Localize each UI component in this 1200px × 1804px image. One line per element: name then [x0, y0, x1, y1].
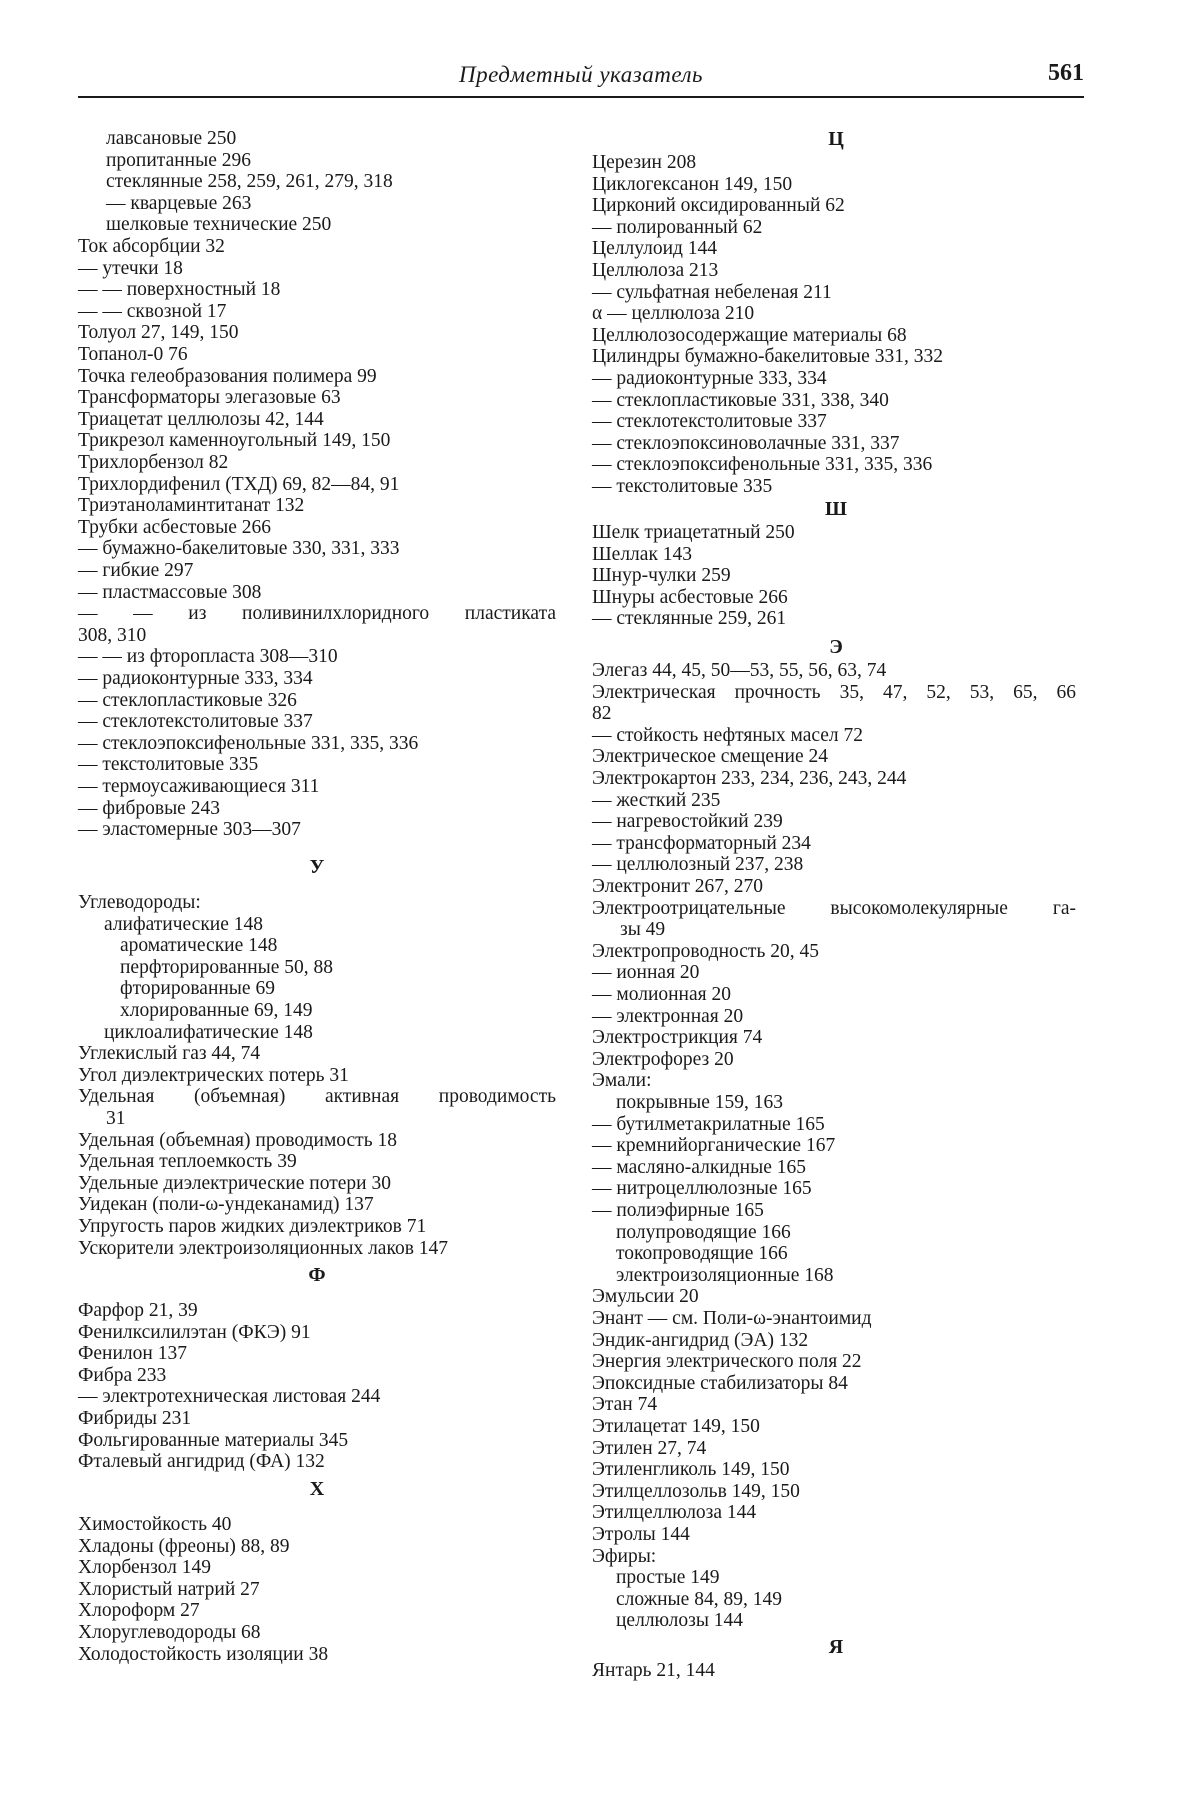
header-title: Предметный указатель [459, 62, 703, 87]
index-entry: — гибкие 297 [78, 560, 194, 581]
index-entry: Трикрезол каменноугольный 149, 150 [78, 430, 391, 452]
index-entry: Элегаз 44, 45, 50—53, 55, 56, 63, 74 [592, 660, 887, 681]
index-entry: Шеллак 143 [592, 543, 693, 565]
section-letter: Я [828, 1636, 844, 1658]
index-entry: — масляно-алкидные 165 [592, 1156, 806, 1178]
index-entry: Ток абсорбции 32 [78, 236, 225, 257]
index-entry: Фибриды 231 [78, 1408, 192, 1429]
index-entry: фторированные 69 [120, 978, 275, 1000]
index-entry: — полиэфирные 165 [592, 1200, 764, 1221]
section-letter: Ц [828, 128, 844, 150]
index-entry: — стеклянные 259, 261 [592, 608, 787, 630]
index-entry: α — целлюлоза 210 [592, 303, 755, 325]
index-entry: Удельная теплоемкость 39 [78, 1151, 297, 1173]
index-entry: Электрокартон 233, 234, 236, 243, 244 [592, 768, 907, 789]
index-entry: — жесткий 235 [592, 789, 721, 811]
index-entry: Электропроводность 20, 45 [592, 940, 819, 962]
index-entry: Этилцеллюлоза 144 [592, 1502, 757, 1524]
index-entry: Топанол-0 76 [78, 344, 188, 365]
index-entry: — текстолитовые 335 [592, 476, 773, 497]
index-entry: Трихлорбензол 82 [78, 452, 229, 473]
index-entry: — радиоконтурные 333, 334 [78, 668, 313, 689]
index-entry: Этролы 144 [592, 1524, 690, 1545]
index-entry: электроизоляционные 168 [616, 1264, 834, 1286]
index-entry: шелковые технические 250 [106, 214, 332, 236]
index-entry: Этилен 27, 74 [592, 1437, 707, 1459]
index-entry: Хладоны (фреоны) 88, 89 [78, 1535, 290, 1557]
index-entry: Фенилон 137 [78, 1343, 187, 1365]
index-entry: Углекислый газ 44, 74 [78, 1043, 261, 1065]
index-entry: Химостойкость 40 [78, 1514, 232, 1535]
index-entry: простые 149 [616, 1567, 720, 1589]
index-entry: Уидекан (поли-ω-ундеканамид) 137 [78, 1194, 374, 1216]
index-entry: — нагревостойкий 239 [592, 811, 783, 833]
index-entry: Янтарь 21, 144 [592, 1660, 715, 1681]
index-entry: Эфиры: [592, 1545, 657, 1567]
index-entry: зы 49 [620, 919, 666, 941]
index-entry: Трансформаторы элегазовые 63 [78, 387, 341, 409]
running-header [78, 56, 1084, 96]
index-entry: стеклянные 258, 259, 261, 279, 318 [106, 171, 393, 193]
index-entry: — стеклопластиковые 326 [78, 689, 297, 711]
index-entry: пропитанные 296 [106, 149, 251, 171]
index-entry: — трансформаторный 234 [592, 832, 811, 854]
index-entry: — стеклоэпоксифенольные 331, 335, 336 [592, 454, 933, 476]
index-entry: Электрострикция 74 [592, 1027, 763, 1049]
header-rule [78, 96, 1084, 98]
index-entry: Фарфор 21, 39 [78, 1300, 198, 1321]
index-entry: циклоалифатические 148 [104, 1021, 313, 1043]
index-entry: Шелк триацетатный 250 [592, 522, 795, 543]
index-entry: Фталевый ангидрид (ФА) 132 [78, 1451, 325, 1473]
index-entry: — стойкость нефтяных масел 72 [592, 724, 864, 746]
index-entry: Упругость паров жидких диэлектриков 71 [78, 1216, 427, 1237]
index-entry: Эндик-ангидрид (ЭА) 132 [592, 1329, 809, 1351]
index-entry: хлорированные 69, 149 [120, 1000, 313, 1021]
index-entry: — — из фторопласта 308—310 [78, 646, 338, 668]
index-entry: — фибровые 243 [78, 797, 220, 819]
index-entry: — нитроцеллюлозные 165 [592, 1178, 812, 1200]
index-entry: покрывные 159, 163 [616, 1092, 784, 1113]
index-entry: — стеклотекстолитовые 337 [592, 411, 827, 433]
section-letter: Ш [825, 498, 847, 520]
section-letter: У [309, 856, 325, 878]
section-letter: Х [309, 1478, 325, 1500]
index-entry: 31 [106, 1108, 126, 1129]
index-entry: целлюлозы 144 [616, 1610, 744, 1632]
index-entry: Точка гелеобразования полимера 99 [78, 365, 377, 387]
index-entry: — стеклотекстолитовые 337 [78, 711, 313, 733]
index-entry: Холодостойкость изоляции 38 [78, 1643, 329, 1665]
index-entry: — — сквозной 17 [78, 300, 227, 322]
index-entry: 308, 310 [78, 624, 147, 646]
index-entry: алифатические 148 [104, 913, 264, 935]
index-entry: перфторированные 50, 88 [120, 956, 334, 978]
index-entry: Эмульсии 20 [592, 1286, 699, 1308]
index-entry: — бумажно-бакелитовые 330, 331, 333 [78, 538, 400, 560]
index-entry: Толуол 27, 149, 150 [78, 322, 239, 344]
index-entry: Удельная (объемная) проводимость 18 [78, 1129, 397, 1151]
index-entry: — стеклоэпоксиноволачные 331, 337 [592, 432, 900, 454]
index-entry: — кварцевые 263 [106, 192, 252, 214]
section-letter: Ф [308, 1264, 326, 1286]
index-entry: ароматические 148 [120, 935, 278, 957]
index-entry: Цилиндры бумажно-бакелитовые 331, 332 [592, 346, 943, 368]
index-entry: Электрическое смещение 24 [592, 746, 828, 768]
index-entry: — эластомерные 303—307 [78, 819, 301, 841]
index-entry: лавсановые 250 [106, 128, 237, 149]
index-entry: Шнуры асбестовые 266 [592, 586, 788, 608]
index-entry: Энант — см. Поли-ω-энантоимид [592, 1308, 872, 1329]
index-entry: — сульфатная небеленая 211 [592, 281, 832, 303]
index-entry: токопроводящие 166 [616, 1243, 788, 1265]
index-entry: Хлоруглеводороды 68 [78, 1622, 261, 1643]
index-entry: — — поверхностный 18 [78, 279, 281, 301]
index-entry: Удельная (объемная) активная проводимость [78, 1086, 556, 1108]
index-entry: — текстолитовые 335 [78, 754, 259, 776]
section-letter: Э [829, 636, 843, 658]
index-entry: Целлулоид 144 [592, 238, 718, 260]
index-entry: Эмали: [592, 1070, 652, 1092]
index-entry: сложные 84, 89, 149 [616, 1588, 782, 1610]
index-entry: — стеклопластиковые 331, 338, 340 [592, 389, 889, 411]
index-entry: Целлюлоза 213 [592, 260, 719, 281]
index-entry: — ионная 20 [592, 962, 700, 984]
index-entry: — стеклоэпоксифенольные 331, 335, 336 [78, 732, 419, 754]
index-entry: Электрофорез 20 [592, 1048, 734, 1070]
index-entry: — термоусаживающиеся 311 [78, 776, 320, 797]
index-entry: — пластмассовые 308 [78, 581, 262, 603]
index-entry: Угол диэлектрических потерь 31 [78, 1064, 349, 1086]
index-entry: Удельные диэлектрические потери 30 [78, 1172, 391, 1194]
index-entry: — электротехническая листовая 244 [78, 1386, 381, 1408]
index-entry: Углеводороды: [78, 892, 201, 913]
index-entry: — молионная 20 [592, 984, 731, 1005]
index-entry: Электрическая прочность 35, 47, 52, 53, 65, 66 [592, 681, 1076, 703]
index-entry: Целлюлозосодержащие материалы 68 [592, 324, 907, 346]
index-entry: Эпоксидные стабилизаторы 84 [592, 1372, 848, 1394]
index-entry: Фенилксилилэтан (ФКЭ) 91 [78, 1321, 311, 1343]
index-entry: Этан 74 [592, 1394, 658, 1416]
index-entry: Электронит 267, 270 [592, 876, 763, 897]
index-entry: Этиленгликоль 149, 150 [592, 1459, 790, 1481]
index-entry: Фольгированные материалы 345 [78, 1429, 349, 1451]
index-entry: Трубки асбестовые 266 [78, 516, 271, 538]
index-entry: Хлороформ 27 [78, 1600, 200, 1622]
index-entry: — бутилметакрилатные 165 [592, 1113, 825, 1135]
index-entry: Электроотрицательные высокомолекулярные га- [592, 897, 1076, 919]
index-entry: Триэтаноламинтитанат 132 [78, 495, 305, 517]
page-number: 561 [1048, 60, 1084, 86]
index-entry: Этилцеллозольв 149, 150 [592, 1480, 800, 1502]
index-entry: — электронная 20 [592, 1005, 744, 1027]
index-entry: — целлюлозный 237, 238 [592, 854, 804, 876]
index-entry: Ускорители электроизоляционных лаков 147 [78, 1237, 449, 1259]
index-entry: Триацетат целлюлозы 42, 144 [78, 408, 324, 430]
index-entry: Цирконий оксидированный 62 [592, 195, 845, 217]
index-entry: Шнур-чулки 259 [592, 565, 731, 587]
index-entry: Энергия электрического поля 22 [592, 1351, 862, 1373]
index-entry: — утечки 18 [78, 257, 183, 279]
index-entry: — радиоконтурные 333, 334 [592, 368, 827, 389]
index-entry: Фибра 233 [78, 1364, 167, 1386]
index-entry: Хлорбензол 149 [78, 1557, 212, 1579]
index-entry: полупроводящие 166 [616, 1221, 791, 1243]
index-entry: Этилацетат 149, 150 [592, 1416, 760, 1437]
index-entry: Трихлордифенил (ТХД) 69, 82—84, 91 [78, 473, 400, 495]
index-entry: Церезин 208 [592, 152, 697, 173]
index-entry: — — из поливинилхлоридного пластиката [78, 603, 556, 625]
index-entry: Хлористый натрий 27 [78, 1578, 260, 1600]
index-entry: 82 [592, 703, 612, 725]
index-entry: — полированный 62 [592, 216, 763, 238]
index-entry: Циклогексанон 149, 150 [592, 173, 793, 195]
index-entry: — кремнийорганические 167 [592, 1135, 836, 1157]
